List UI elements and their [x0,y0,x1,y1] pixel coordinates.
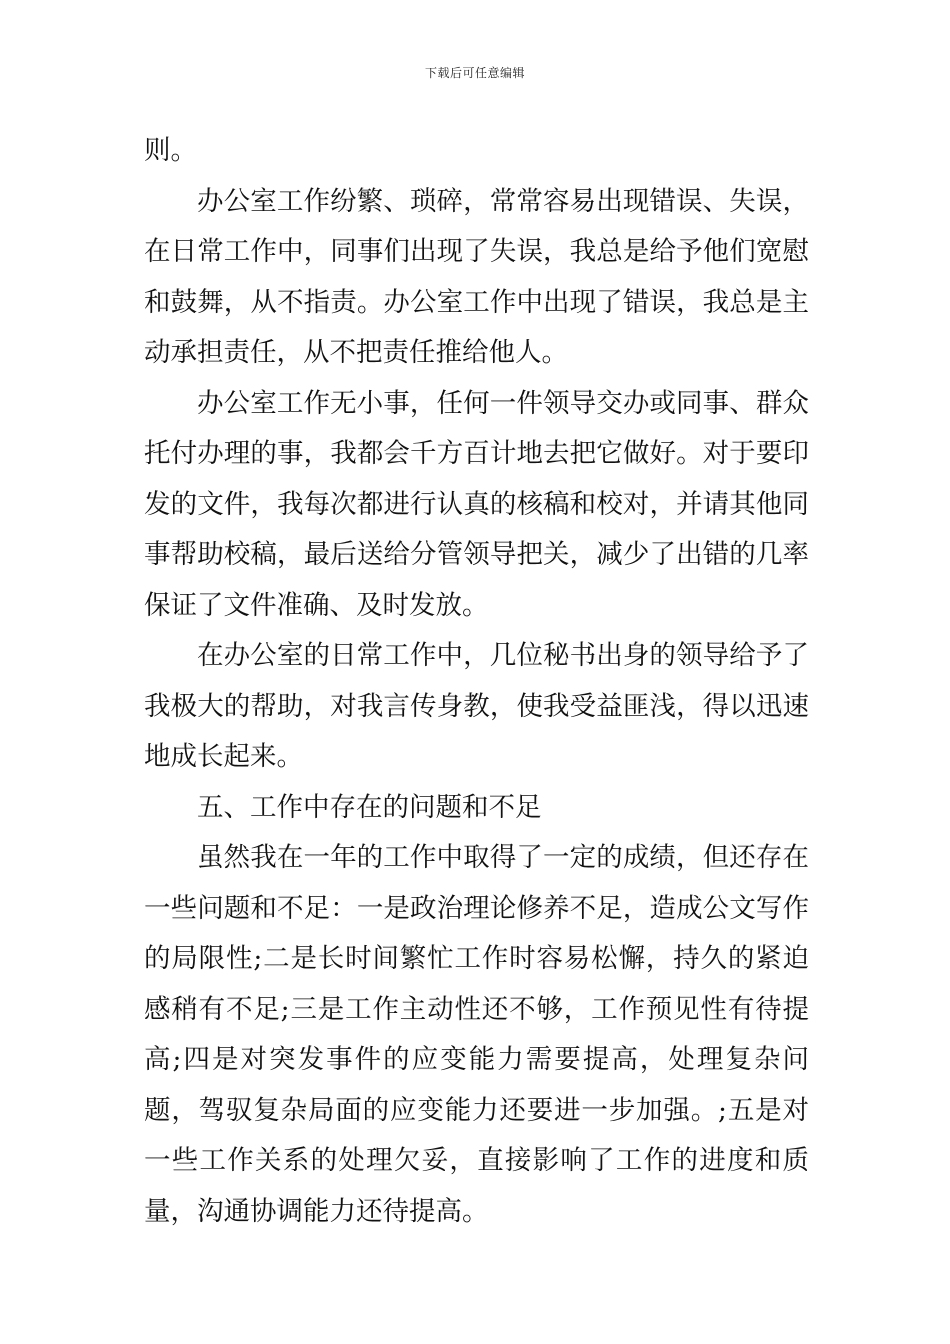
paragraph-no-small-matters: 办公室工作无小事，任何一件领导交办或同事、群众托付办理的事，我都会千方百计地去把它做好。对于要印发的文件，我每次都进行认真的核稿和校对，并请其他同事帮助校稿，最后送给分管领导把关，减少了出错的几率保证了文件准确、及时发放。 [144,387,809,621]
paragraph-office-errors: 办公室工作纷繁、琐碎，常常容易出现错误、失误，在日常工作中，同事们出现了失误，我总是给予他们宽慰和鼓舞，从不指责。办公室工作中出现了错误，我总是主动承担责任，从不把责任推给他人。 [144,185,809,368]
paragraph-continuation: 则。 [144,135,197,166]
section-heading-problems: 五、工作中存在的问题和不足 [197,791,542,823]
document-body [144,126,809,1237]
paragraph-shortcomings: 虽然我在一年的工作中取得了一定的成绩，但还存在一些问题和不足：一是政治理论修养不足，造成公文写作的局限性;二是长时间繁忙工作时容易松懈，持久的紧迫感稍有不足;三是工作主动性还不够，工作预见性有待提高;四是对突发事件的应变能力需要提高，处理复杂问题，驾驭复杂局面的应变能力还要进一步加强。;五是对一些工作关系的处理欠妥，直接影响了工作的进度和质量，沟通协调能力还待提高。 [144,842,809,1227]
page-header: 下载后可任意编辑 [424,66,525,80]
paragraph-leader-help: 在办公室的日常工作中，几位秘书出身的领导给予了我极大的帮助，对我言传身教，使我受益匪浅，得以迅速地成长起来。 [144,640,809,772]
